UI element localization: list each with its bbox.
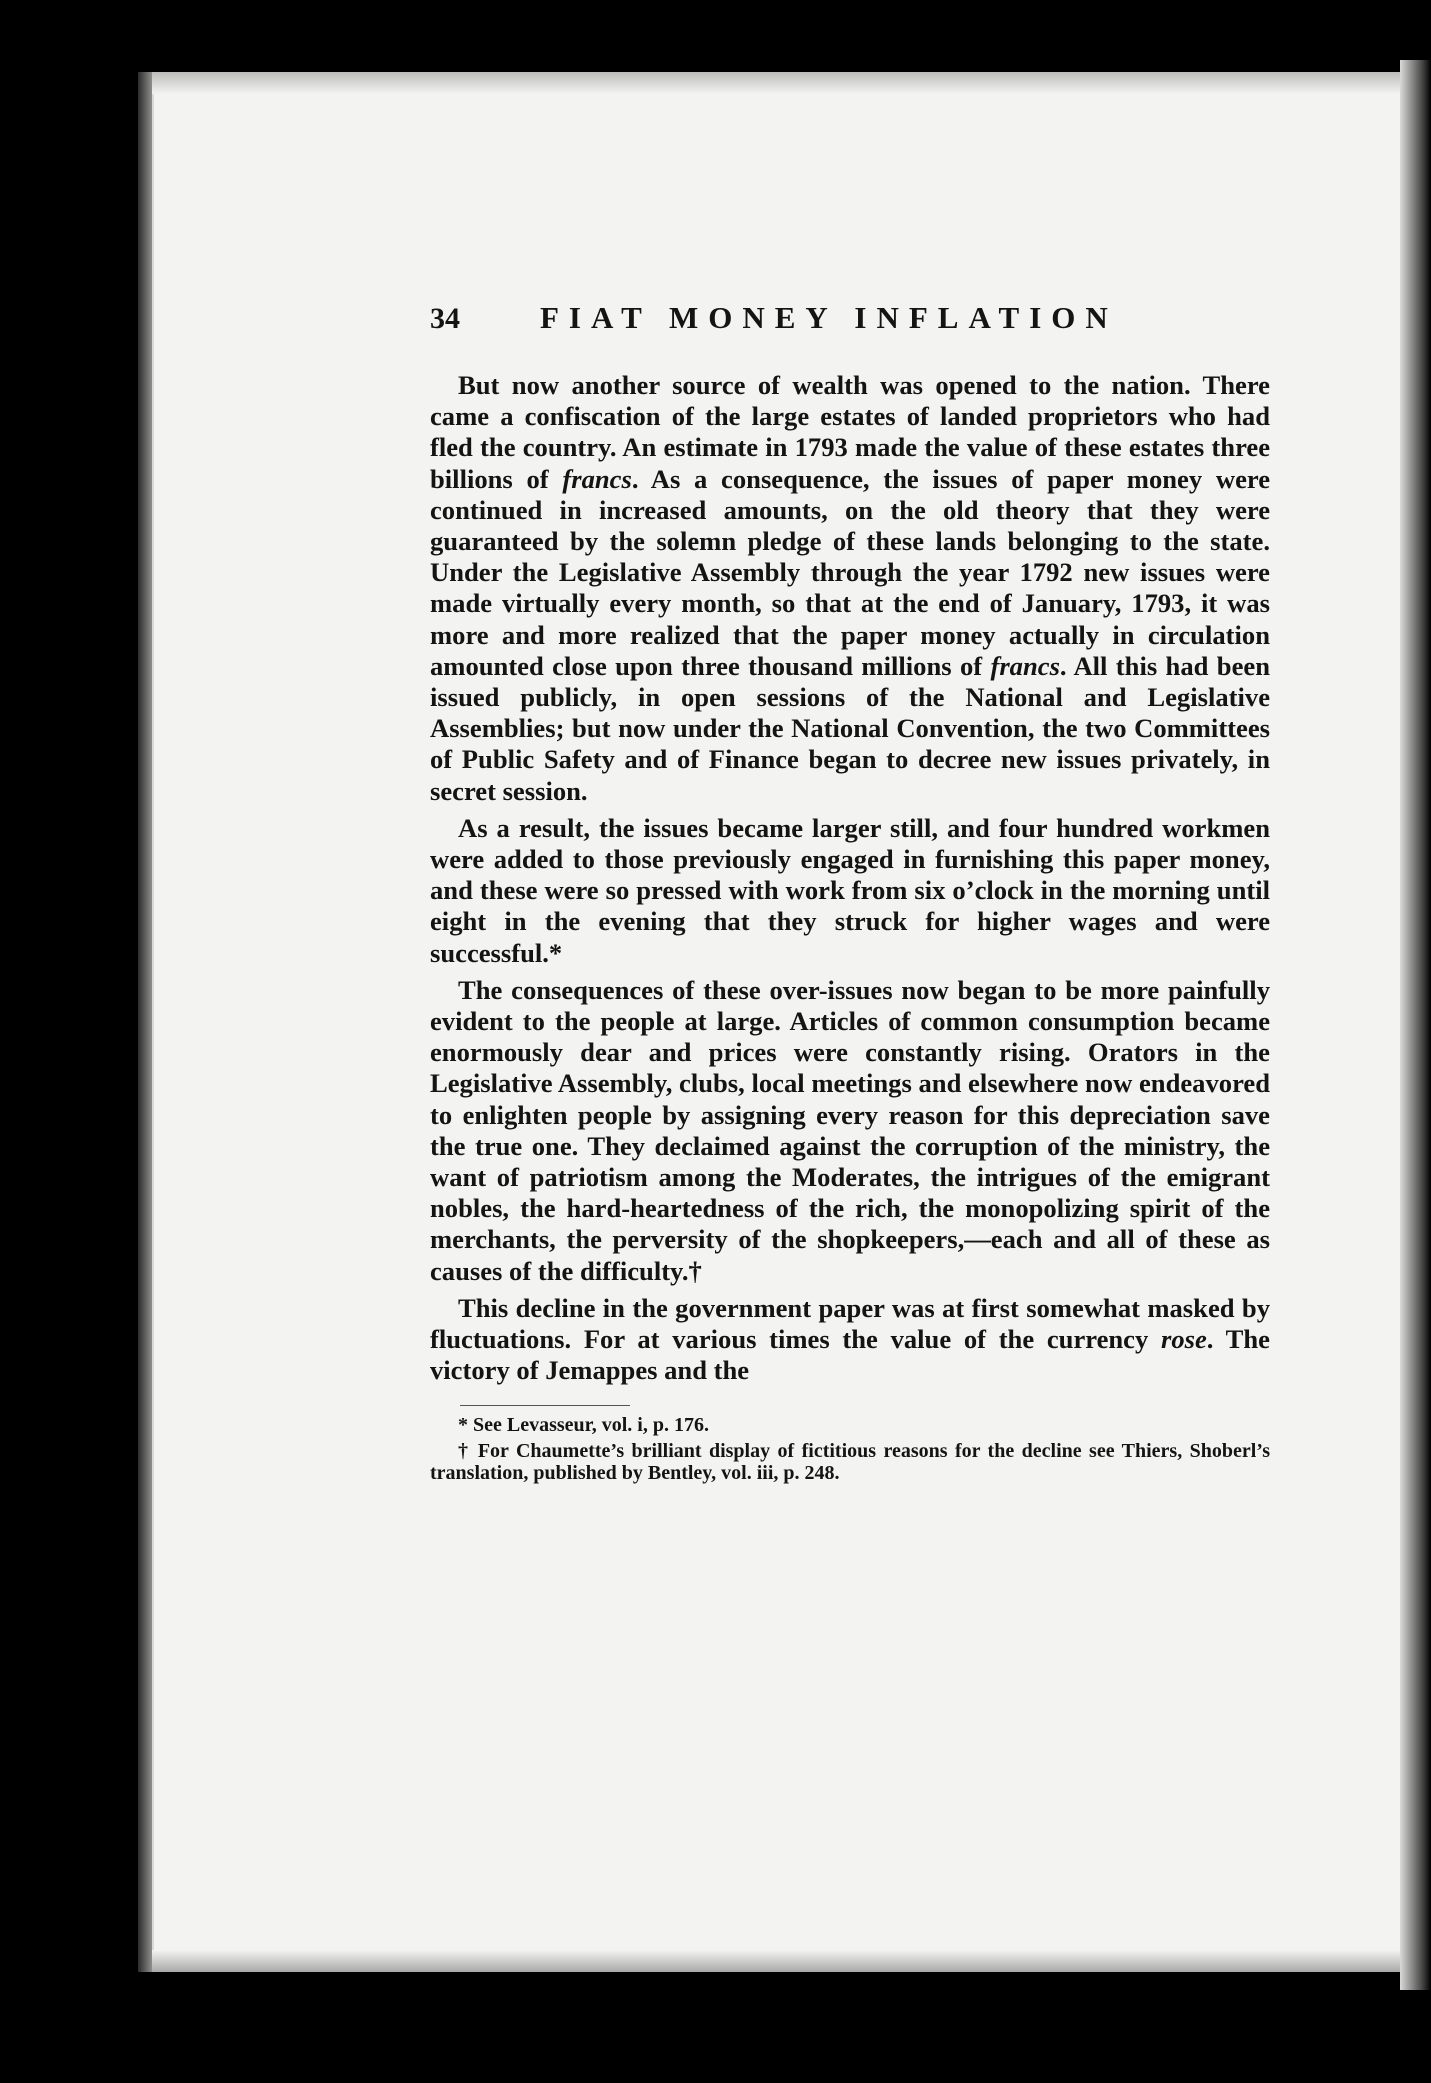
paragraph: [430, 370, 1270, 807]
paragraph: [430, 813, 1270, 969]
footnote-divider: [460, 1405, 630, 1406]
footnote: † For Chaumette’s brilliant display of fictitious reasons for the decline see Thiers, Shoberl’s translation, published by Bentley, vol. iii, p. 248.: [430, 1439, 1270, 1484]
paragraph: [430, 975, 1270, 1287]
italic-text: rose: [1160, 1324, 1207, 1355]
footnote: * See Levasseur, vol. i, p. 176.: [458, 1413, 709, 1436]
text-run: But now another source of wealth was opened to the nation. There came a confiscation of the large estates of landed proprietors who had fled the country. An estimate in 1793 made the value of these estates three billions of: [430, 370, 1270, 494]
page-right-edge: [1400, 60, 1431, 1990]
text-run: As a result, the issues became larger still, and four hundred workmen were added to those previously engaged in furnishing this paper money, and these were so pressed with work from six o’clock in the morning until eight in the evening that they struck for higher wages and were successful.*: [430, 812, 1270, 968]
text-run: This decline in the government paper was at first somewhat masked by fluctuations. For at various times the value of the currency: [430, 1292, 1270, 1355]
text-run: . As a consequence, the issues of paper money were continued in increased amounts, on the old theory that they were guaranteed by the solemn pledge of these lands belonging to the state. Under the Legislative Assembly through the year 1792 new issues were made virtually every month, so that at the end of January, 1793, it was more and more realized that the paper money actually in circulation amounted close upon three thousand millions of: [430, 463, 1270, 681]
page-content: [430, 300, 1270, 1484]
page-bottom-edge: [152, 1950, 1414, 1972]
page-number: 34: [430, 302, 460, 335]
text-run: . All this had been issued publicly, in open sessions of the National and Legislative Assemblies; but now under the National Convention, the two Committees of Public Safety and of Finance began to decree new issues privately, in secret session.: [430, 650, 1270, 806]
italic-text: francs: [990, 650, 1060, 681]
body-text: [430, 370, 1270, 1387]
running-title: FIAT MONEY INFLATION: [540, 300, 1118, 335]
running-head: [430, 300, 1270, 350]
text-run: The consequences of these over-issues now began to be more painfully evident to the people at large. Articles of common consumption became enormously dear and prices were constantly rising. Orators in the Legislative Assembly, clubs, local meetings and elsewhere now endeavored to enlighten people by assigning every reason for this depreciation save the true one. They declaimed against the corruption of the ministry, the want of patriotism among the Moderates, the intrigues of the emigrant nobles, the hard-heartedness of the rich, the monopolizing spirit of the merchants, the perversity of the shopkeepers,—each and all of these as causes of the difficulty.†: [430, 974, 1270, 1286]
text-run: . The victory of Jemappes and the: [430, 1324, 1270, 1386]
paragraph: [430, 1293, 1270, 1387]
page-top-edge: [152, 72, 1414, 94]
footnotes: [430, 1414, 1270, 1484]
italic-text: francs: [562, 463, 632, 494]
